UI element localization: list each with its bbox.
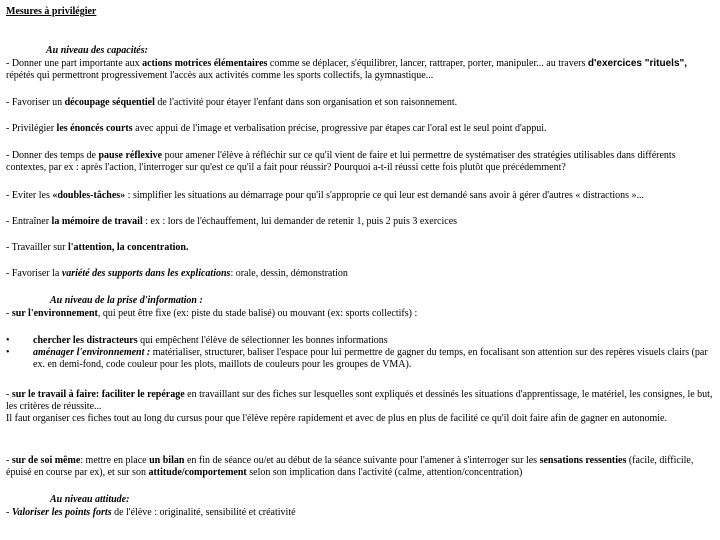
paragraph-travail-a-faire: - sur le travail à faire: faciliter le repérage en travaillant sur des fiches sur lesquelles sont expliqués et dessinés les situations d'apprentissage, le matériel, les consignes, le but, les critères de réussite... Il faut organiser ces fiches tout au long du cursus pour que l'élève repère rapidement et avec de plus en plus de facilité ce qu'il doit faire afin de gagner en autonomie.: [6, 389, 713, 424]
paragraph-environnement: - sur l'environnement, qui peut être fixe (ex: piste du stade balisé) ou mouvant (ex: sports collectifs) :: [6, 308, 418, 319]
paragraph-decoupage: - Favoriser un découpage séquentiel de l'activité pour étayer l'enfant dans son organisation et son raisonnement.: [6, 97, 458, 108]
bullet-list: [6, 335, 714, 371]
bullet-icon: •: [6, 335, 10, 346]
list-item: • aménager l'environnement : matérialiser, structurer, baliser l'espace pour lui permettre de gagner du temps, en focalisant son attention sur des repères visuels clairs (par ex. en demi-fond, code couleur pour les plots, maillots de couleurs pour les groupes de VMA).: [6, 347, 708, 370]
paragraph-variete-supports: - Favoriser la variété des supports dans les explications: orale, dessin, démonstration: [6, 268, 348, 279]
document-title: Mesures à privilégier: [6, 6, 97, 17]
section-heading-capacites: Au niveau des capacités:: [46, 45, 148, 56]
paragraph-soi-meme: - sur de soi même: mettre en place un bilan en fin de séance ou/et au début de la séance suivante pour l'amener à s'interroger sur les sensations ressenties (facile, difficile, épuisé en course par ex), et sur son attitude/comportement selon son implication dans l'activité (calme, attention/concentration): [6, 455, 694, 478]
paragraph-points-forts: - Valoriser les points forts de l'élève : originalité, sensibilité et créativité: [6, 507, 296, 518]
paragraph-attention: - Travailler sur l'attention, la concentration.: [6, 242, 189, 253]
paragraph-actions-motrices: - Donner une part importante aux actions motrices élémentaires comme se déplacer, s'équilibrer, lancer, rattraper, porter, manipuler... au travers d'exercices "rituels", répétés qui permettront progressivement l'accès aux activités comme les sports collectifs, la gymnastique...: [6, 58, 688, 81]
paragraph-memoire-travail: - Entraîner la mémoire de travail : ex : lors de l'échauffement, lui demander de retenir 1, puis 2 puis 3 exercices: [6, 216, 458, 227]
paragraph-enonces-courts: - Privilégier les énoncés courts avec appui de l'image et verbalisation précise, progressive par étapes car l'oral est le seul point d'appui.: [6, 123, 547, 134]
list-item: • chercher les distracteurs qui empêchent l'élève de sélectionner les bonnes informations: [6, 335, 388, 346]
section-heading-information: Au niveau de la prise d'information :: [50, 295, 203, 306]
paragraph-doubles-taches: - Eviter les «doubles-tâches» : simplifier les situations au démarrage pour qu'il s'approprie ce qui leur est demandé sans avoir à gérer d'autres « distractions »...: [6, 190, 645, 201]
bullet-icon: •: [6, 347, 10, 358]
paragraph-pause-reflexive: - Donner des temps de pause réflexive pour amener l'élève à réfléchir sur ce qu'il vient de faire et lui permettre de systématiser des stratégies utilisables dans différents contextes, par ex : après l'action, l'interroger sur qu'est ce qu'il a fait pour réussir? Pourquoi a-t-il réussi cette fois plutôt que précédemment?: [6, 150, 676, 173]
section-heading-attitude: Au niveau attitude:: [50, 494, 130, 505]
